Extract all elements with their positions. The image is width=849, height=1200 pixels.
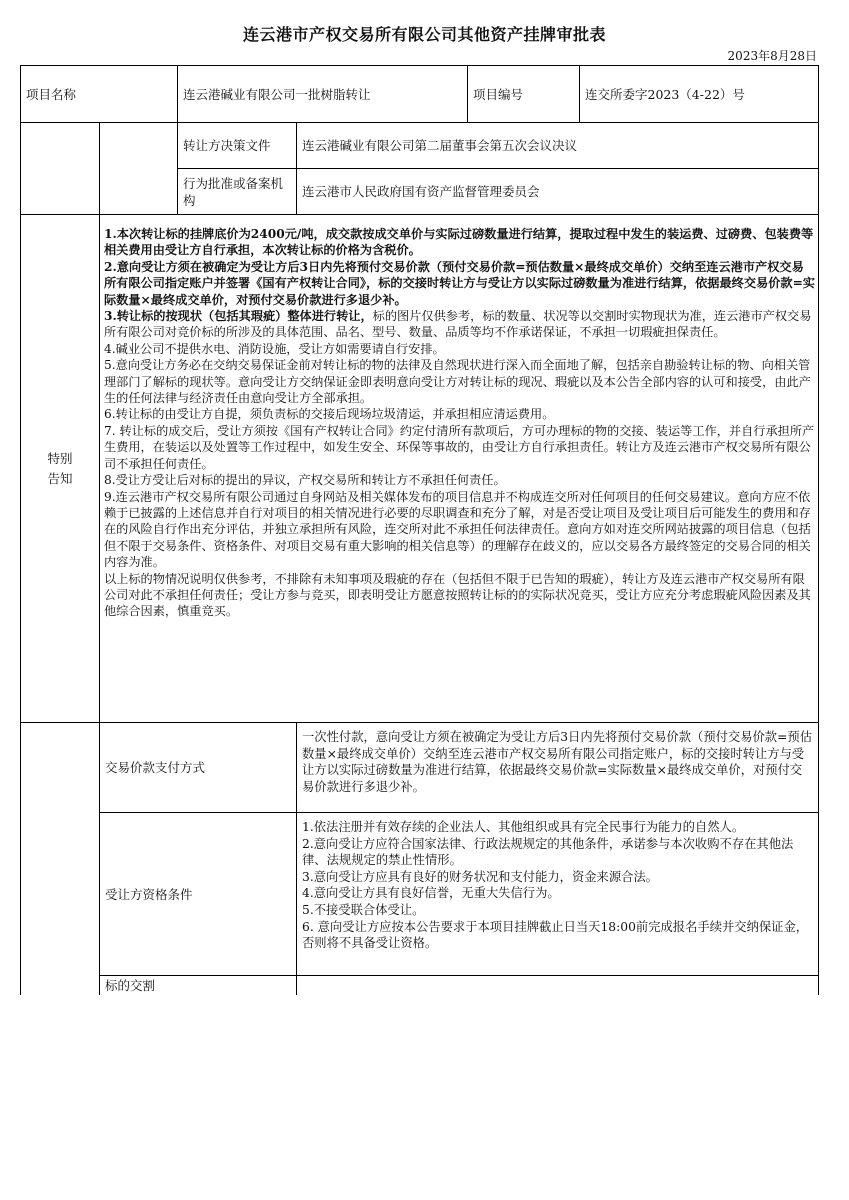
notice-item-text: 4.碱业公司不提供水电、消防设施，受让方如需要请自行安排。 bbox=[104, 341, 445, 356]
notice-item-bold: 2.意向受让方须在被确定为受让方后3日内先将预付交易价款（预付交易价款=预估数量×最终成交单价）交纳至连云港市产权交易所有限公司指定账户并签署《国有产权转让合同》，标的交接时转让方与受让方以实际过磅数量为准进行结算，依据最终交易价款=实际数量×最终成交单价，对预付交易价款进行多退少补。 bbox=[104, 259, 815, 307]
delivery-label: 标的交割 bbox=[99, 975, 296, 995]
decision-doc-label: 转让方决策文件 bbox=[177, 122, 296, 168]
notice-item-text: 5.意向受让方务必在交纳交易保证金前对转让标的物的法律及自然现状进行深入而全面地了解，包括亲自勘验转让标的物、向相关管理部门了解标的现状等。意向受让方交纳保证金即表明意向受让方对转让标的现况、瑕疵以及本公告全部内容的认可和接受，由此产生的任何法律与经济责任由意向受让方全部承担。 bbox=[104, 358, 811, 406]
decision-subgroup-cell bbox=[99, 122, 177, 214]
notice-item-text: 6.转让标的由受让方自提，须负责标的交接后现场垃圾清运，并承担相应清运费用。 bbox=[104, 407, 555, 422]
project-number-value: 连交所委字2023（4-22）号 bbox=[579, 65, 819, 122]
notice-content bbox=[99, 214, 819, 722]
notice-item bbox=[104, 259, 815, 308]
notice-item-text: 9.连云港市产权交易所有限公司通过自身网站及相关媒体发布的项目信息并不构成连交所对任何项目的任何交易建议。意向方应不依赖于已披露的上述信息并自行对项目的相关情况进行必要的尽职调查和充分了解，对是否受让项目及受让项目后可能发生的费用和存在的风险自行作出充分评估，并独立承担所有风险，连交所对此不承担任何法律责任。意向方如对连交所网站披露的项目信息（包括但不限于交易条件、资格条件、对项目交易有重大影响的相关信息等）的理解存在歧义的，应以交易各方最终签定的交易合同的相关内容为准。 bbox=[104, 489, 811, 570]
notice-item bbox=[104, 571, 815, 620]
qualification-item: 6. 意向受让方应按本公告要求于本项目挂牌截止日当天18:00前完成报名手续并交纳保证金，否则将不具备受让资格。 bbox=[302, 919, 809, 951]
project-name-value: 连云港碱业有限公司一批树脂转让 bbox=[177, 65, 467, 122]
notice-label bbox=[20, 214, 99, 722]
notice-item bbox=[104, 226, 815, 259]
notice-item bbox=[104, 423, 815, 472]
qualification-item: 3.意向受让方应具有良好的财务状况和支付能力，资金来源合法。 bbox=[302, 869, 659, 884]
notice-item bbox=[104, 357, 815, 406]
notice-item-text: 标的图片仅供参考，标的数量、状况等以交割时实物现状为准，连云港市产权交易所有限公司对竞价标的所涉及的具体范围、品名、型号、数量、品质等均不作承诺保证，不承担一切瑕疵担保责任。 bbox=[104, 309, 812, 340]
decision-doc-value: 连云港碱业有限公司第二届董事会第五次会议决议 bbox=[296, 122, 819, 168]
delivery-value bbox=[296, 975, 819, 995]
document-title: 连云港市产权交易所有限公司其他资产挂牌审批表 bbox=[242, 25, 606, 44]
notice-label-text: 特别告知 bbox=[47, 450, 73, 486]
notice-item bbox=[104, 308, 815, 341]
approval-table bbox=[20, 65, 819, 995]
notice-item bbox=[104, 341, 815, 357]
notice-item-bold: 1.本次转让标的挂牌底价为2400元/吨，成交款按成交单价与实际过磅数量进行结算，提取过程中发生的装运费、过磅费、包装费等相关费用由受让方自行承担，本次转让标的价格为含税价。 bbox=[104, 227, 814, 258]
approval-value: 连云港市人民政府国有资产监督管理委员会 bbox=[296, 168, 819, 214]
qualification-item: 2.意向受让方应符合国家法律、行政法规规定的其他条件，承诺参与本次收购不存在其他法律、法规规定的禁止性情形。 bbox=[302, 836, 794, 868]
qualification-list bbox=[296, 812, 819, 975]
qualification-item: 1.依法注册并有效存续的企业法人、其他组织或具有完全民事行为能力的自然人。 bbox=[302, 820, 745, 834]
payment-label: 交易价款支付方式 bbox=[99, 722, 296, 812]
lower-group-cell bbox=[20, 722, 99, 995]
qualification-item: 4.意向受让方具有良好信誉，无重大失信行为。 bbox=[302, 886, 560, 901]
document-date: 2023年8月28日 bbox=[727, 49, 817, 63]
notice-item bbox=[104, 472, 815, 488]
notice-item bbox=[104, 406, 815, 422]
decision-group-cell bbox=[20, 122, 99, 214]
notice-item bbox=[104, 489, 815, 571]
qualification-item: 5.不接受联合体受让。 bbox=[302, 902, 425, 917]
notice-item-text: 7. 转让标的成交后，受让方须按《国有产权转让合同》约定付清所有款项后，方可办理标的物的交接、装运等工作，并自行承担所产生费用，在装运以及处置等工作过程中，如发生安全、环保等事故的，由受让方自行承担责任。转让方及连云港市产权交易所有限公司不承担任何责任。 bbox=[104, 423, 815, 471]
payment-value: 一次性付款，意向受让方须在被确定为受让方后3日内先将预付交易价款（预付交易价款=预估数量×最终成交单价）交纳至连云港市产权交易所有限公司指定账户，标的交接时转让方与受让方以实际过磅数量为准进行结算，依据最终交易价款=实际数量×最终成交单价，对预付交易价款进行多退少补。 bbox=[296, 722, 819, 812]
approval-label: 行为批准或备案机构 bbox=[177, 168, 296, 214]
qualification-label: 受让方资格条件 bbox=[99, 812, 296, 975]
notice-item-text: 以上标的物情况说明仅供参考，不排除有未知事项及瑕疵的存在（包括但不限于已告知的瑕疵），转让方及连云港市产权交易所有限公司对此不承担任何责任；受让方参与竞买，即表明受让方愿意按照转让标的的实际状况竞买，受让方应充分考虑瑕疵风险因素及其他综合因素，慎重竞买。 bbox=[104, 571, 811, 619]
project-name-label: 项目名称 bbox=[20, 65, 177, 122]
project-number-label: 项目编号 bbox=[467, 65, 579, 122]
notice-item-text: 8.受让方受让后对标的提出的异议，产权交易所和转让方不承担任何责任。 bbox=[104, 473, 506, 488]
notice-item-bold: 3.转让标的按现状（包括其瑕疵）整体进行转让， bbox=[104, 309, 373, 324]
